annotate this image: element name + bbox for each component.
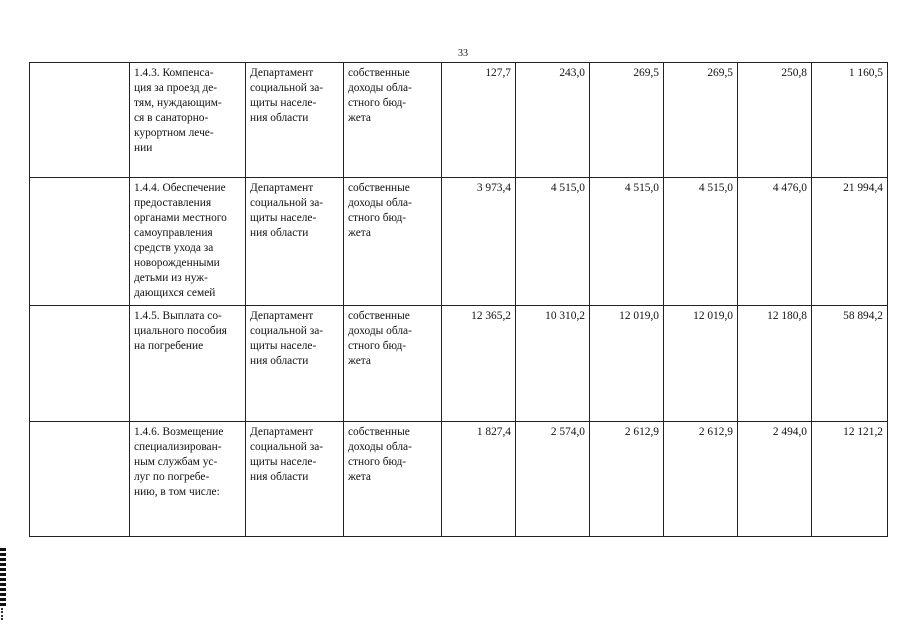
value-cell: 10 310,2 xyxy=(516,306,590,422)
total-cell: 12 121,2 xyxy=(812,422,888,537)
value-cell: 4 515,0 xyxy=(664,178,738,306)
table-row xyxy=(30,178,888,306)
activity-name-cell: 1.4.6. Возмещение специализирован- ным службам ус- луг по погребе- нию, в том числе: xyxy=(130,422,246,537)
funding-source-cell: собственные доходы обла- стного бюд- жета xyxy=(344,306,442,422)
scan-edge-mark xyxy=(0,548,6,606)
value-cell: 250,8 xyxy=(738,63,812,178)
value-cell: 4 515,0 xyxy=(590,178,664,306)
value-cell: 243,0 xyxy=(516,63,590,178)
activity-name-cell: 1.4.4. Обеспечение предоставления органами местного самоуправления средств ухода за новорожденными детьми из нуж- дающихся семей xyxy=(130,178,246,306)
value-cell: 3 973,4 xyxy=(442,178,516,306)
row-number-cell xyxy=(30,422,130,537)
executor-cell: Департамент социальной за- щиты населе- ния области xyxy=(246,422,344,537)
value-cell: 269,5 xyxy=(590,63,664,178)
row-number-cell xyxy=(30,178,130,306)
value-cell: 12 019,0 xyxy=(664,306,738,422)
value-cell: 12 180,8 xyxy=(738,306,812,422)
executor-cell: Департамент социальной за- щиты населе- ния области xyxy=(246,306,344,422)
scan-edge-dots xyxy=(1,608,6,620)
total-cell: 21 994,4 xyxy=(812,178,888,306)
table-row xyxy=(30,306,888,422)
value-cell: 12 365,2 xyxy=(442,306,516,422)
value-cell: 269,5 xyxy=(664,63,738,178)
funding-source-cell: собственные доходы обла- стного бюд- жета xyxy=(344,178,442,306)
executor-cell: Департамент социальной за- щиты населе- ния области xyxy=(246,63,344,178)
budget-table xyxy=(29,62,888,537)
funding-source-cell: собственные доходы обла- стного бюд- жета xyxy=(344,422,442,537)
page-number: 33 xyxy=(458,48,468,59)
funding-source-cell: собственные доходы обла- стного бюд- жета xyxy=(344,63,442,178)
value-cell: 4 476,0 xyxy=(738,178,812,306)
value-cell: 4 515,0 xyxy=(516,178,590,306)
table-row xyxy=(30,422,888,537)
executor-cell: Департамент социальной за- щиты населе- ния области xyxy=(246,178,344,306)
value-cell: 127,7 xyxy=(442,63,516,178)
value-cell: 12 019,0 xyxy=(590,306,664,422)
row-number-cell xyxy=(30,63,130,178)
value-cell: 2 574,0 xyxy=(516,422,590,537)
value-cell: 2 494,0 xyxy=(738,422,812,537)
row-number-cell xyxy=(30,306,130,422)
table-row xyxy=(30,63,888,178)
value-cell: 2 612,9 xyxy=(590,422,664,537)
activity-name-cell: 1.4.3. Компенса- ция за проезд де- тям, нуждающим- ся в санаторно- курортном лече- нии xyxy=(130,63,246,178)
total-cell: 58 894,2 xyxy=(812,306,888,422)
value-cell: 1 827,4 xyxy=(442,422,516,537)
value-cell: 2 612,9 xyxy=(664,422,738,537)
activity-name-cell: 1.4.5. Выплата со- циального пособия на погребение xyxy=(130,306,246,422)
total-cell: 1 160,5 xyxy=(812,63,888,178)
